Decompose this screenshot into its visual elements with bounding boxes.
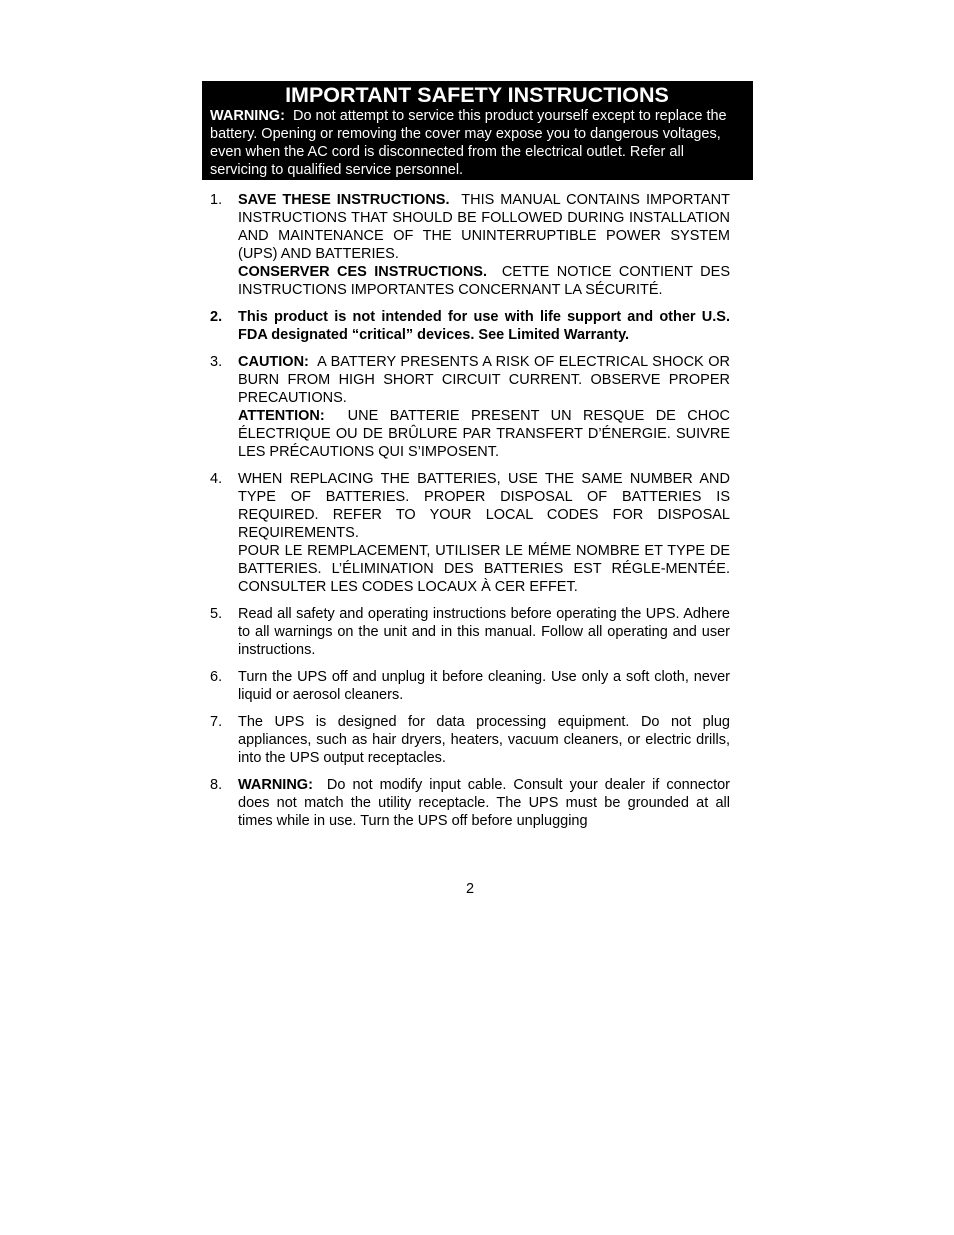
instruction-list bbox=[210, 191, 730, 839]
item-1-french-label: CONSERVER CES INSTRUCTIONS. bbox=[238, 264, 487, 280]
item-3-french bbox=[238, 407, 730, 461]
item-3-english-label: CAUTION: bbox=[238, 354, 309, 370]
list-item-8 bbox=[210, 776, 730, 830]
list-item-4 bbox=[210, 470, 730, 596]
item-number: 6. bbox=[210, 669, 223, 685]
item-3-french-text: UNE BATTERIE PRESENT UN RESQUE DE CHOC ÉLECTRIQUE OU DE BRÛLURE PAR TRANSFERT D’ÉNERGIE. SUIVRE LES PRÉCAUTIONS QUI S’IMPOSENT. bbox=[238, 408, 730, 460]
item-4-french: POUR LE REMPLACEMENT, UTILISER LE MÉME NOMBRE ET TYPE DE BATTERIES. L’ÉLIMINATION DES BATTERIES EST RÉGLE-MENTÉE. CONSULTER LES CODES LOCAUX À CER EFFET. bbox=[238, 543, 730, 595]
item-5-text: Read all safety and operating instructions before operating the UPS. Adhere to all warnings on the unit and in this manual. Follow all operating and user instructions. bbox=[238, 606, 730, 658]
item-6-text: Turn the UPS off and unplug it before cleaning. Use only a soft cloth, never liquid or aerosol cleaners. bbox=[238, 669, 730, 703]
banner-warning-label: WARNING: bbox=[210, 108, 285, 124]
item-1-french-text: CETTE NOTICE CONTIENT DES INSTRUCTIONS IMPORTANTES CONCERNANT LA SÉCURITÉ. bbox=[238, 264, 730, 298]
item-7-text: The UPS is designed for data processing equipment. Do not plug appliances, such as hair dryers, heaters, vacuum cleaners, or electric drills, into the UPS output receptacles. bbox=[238, 714, 730, 766]
item-1-english-label: SAVE THESE INSTRUCTIONS. bbox=[238, 192, 450, 208]
banner-title: IMPORTANT SAFETY INSTRUCTIONS bbox=[285, 83, 669, 107]
item-number: 4. bbox=[210, 471, 223, 487]
item-3-french-label: ATTENTION: bbox=[238, 408, 325, 424]
list-item-1 bbox=[210, 191, 730, 299]
item-4-english: WHEN REPLACING THE BATTERIES, USE THE SAME NUMBER AND TYPE OF BATTERIES. PROPER DISPOSAL OF BATTERIES IS REQUIRED. REFER TO YOUR LOCAL CODES FOR DISPOSAL REQUIREMENTS. bbox=[238, 471, 730, 541]
item-3-english-text: A BATTERY PRESENTS A RISK OF ELECTRICAL SHOCK OR BURN FROM HIGH SHORT CIRCUIT CURRENT. OBSERVE PROPER PRECAUTIONS. bbox=[238, 354, 731, 406]
list-item-3 bbox=[210, 353, 730, 461]
item-8-label: WARNING: bbox=[238, 777, 313, 793]
banner-warning-text bbox=[210, 107, 744, 179]
page-number: 2 bbox=[465, 881, 475, 897]
list-item-7 bbox=[210, 713, 730, 767]
item-number: 8. bbox=[210, 777, 223, 793]
item-1-french bbox=[238, 263, 730, 299]
item-8-body: Do not modify input cable. Consult your dealer if connector does not match the utility receptacle. The UPS must be grounded at all times while in use. Turn the UPS off before unplugging bbox=[238, 777, 731, 829]
safety-warning-banner bbox=[202, 81, 753, 180]
item-number: 2. bbox=[210, 309, 223, 325]
item-number: 7. bbox=[210, 714, 223, 730]
item-number: 1. bbox=[210, 192, 223, 208]
list-item-6 bbox=[210, 668, 730, 704]
item-3-english bbox=[238, 353, 730, 407]
banner-warning-body: Do not attempt to service this product yourself except to replace the battery. Opening or removing the cover may expose you to dangerous voltages, even when the AC cord is disconnected from the electrical outlet. Refer all servicing to qualified service personnel. bbox=[210, 108, 727, 178]
item-1-english bbox=[238, 191, 730, 263]
item-8-text bbox=[238, 776, 730, 830]
item-1-english-text: THIS MANUAL CONTAINS IMPORTANT INSTRUCTIONS THAT SHOULD BE FOLLOWED DURING INSTALLATION AND MAINTENANCE OF THE UNINTERRUPTIBLE POWER SYSTEM (UPS) AND BATTERIES. bbox=[238, 192, 731, 262]
item-2-text: This product is not intended for use with life support and other U.S. FDA designated “critical” devices. See Limited Warranty. bbox=[238, 309, 730, 343]
item-number: 5. bbox=[210, 606, 223, 622]
list-item-2 bbox=[210, 308, 730, 344]
list-item-5 bbox=[210, 605, 730, 659]
item-number: 3. bbox=[210, 354, 223, 370]
